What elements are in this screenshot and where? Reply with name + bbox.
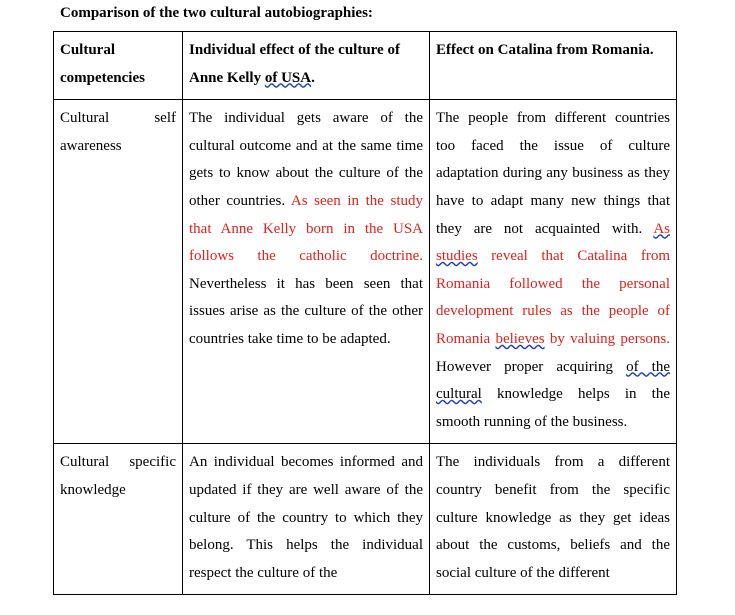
underlined-text: of the cultural <box>436 358 670 403</box>
header-catalina: Effect on Catalina from Romania. <box>430 32 677 100</box>
competency-self-awareness: Cultural self awareness <box>54 100 183 444</box>
table-row <box>54 444 677 595</box>
highlighted-underlined-text: believes <box>495 330 545 347</box>
document-heading: Comparison of the two cultural autobiographies: <box>60 5 373 21</box>
header-anne-kelly: Individual effect of the culture of Anne Kelly of USA. <box>183 32 430 100</box>
highlighted-underlined-text: As studies <box>436 220 670 265</box>
anne-specific-knowledge: An individual becomes informed and updated if they are well aware of the culture of the country to which they belong. This helps the individual respect the culture of the <box>183 444 430 595</box>
competency-specific-knowledge: Cultural specific knowledge <box>54 444 183 595</box>
highlighted-text: As seen in the study that Anne Kelly born in the USA follows the catholic doctrine. <box>189 192 423 265</box>
table-row <box>54 100 677 444</box>
catalina-self-awareness: The people from different countries too faced the issue of culture adaptation during any business as they have to adapt many new things that they are not acquainted with. As studies reveal that Catalina from Romania followed the personal development rules as the people of Romania believes by valuing persons. However proper acquiring of the cultural knowledge helps in the smooth running of the business. <box>430 100 677 444</box>
highlighted-text: by valuing persons. <box>544 330 670 347</box>
catalina-specific-knowledge: The individuals from a different country benefit from the specific culture knowledge as they get ideas about the customs, beliefs and the social culture of the different <box>430 444 677 595</box>
anne-self-awareness: The individual gets aware of the cultural outcome and at the same time gets to know about the culture of the other countries. As seen in the study that Anne Kelly born in the USA follows the catholic doctrine. Nevertheless it has been seen that issues arise as the culture of the other countries take time to be adapted. <box>183 100 430 444</box>
highlighted-text: reveal that Catalina from Romania followed the personal development rules as the people of Romania <box>436 248 670 347</box>
comparison-table <box>53 31 677 595</box>
header-underlined-text: of USA <box>264 69 312 86</box>
header-cultural-competencies: Cultural competencies <box>54 32 183 100</box>
table-header-row <box>54 32 677 100</box>
